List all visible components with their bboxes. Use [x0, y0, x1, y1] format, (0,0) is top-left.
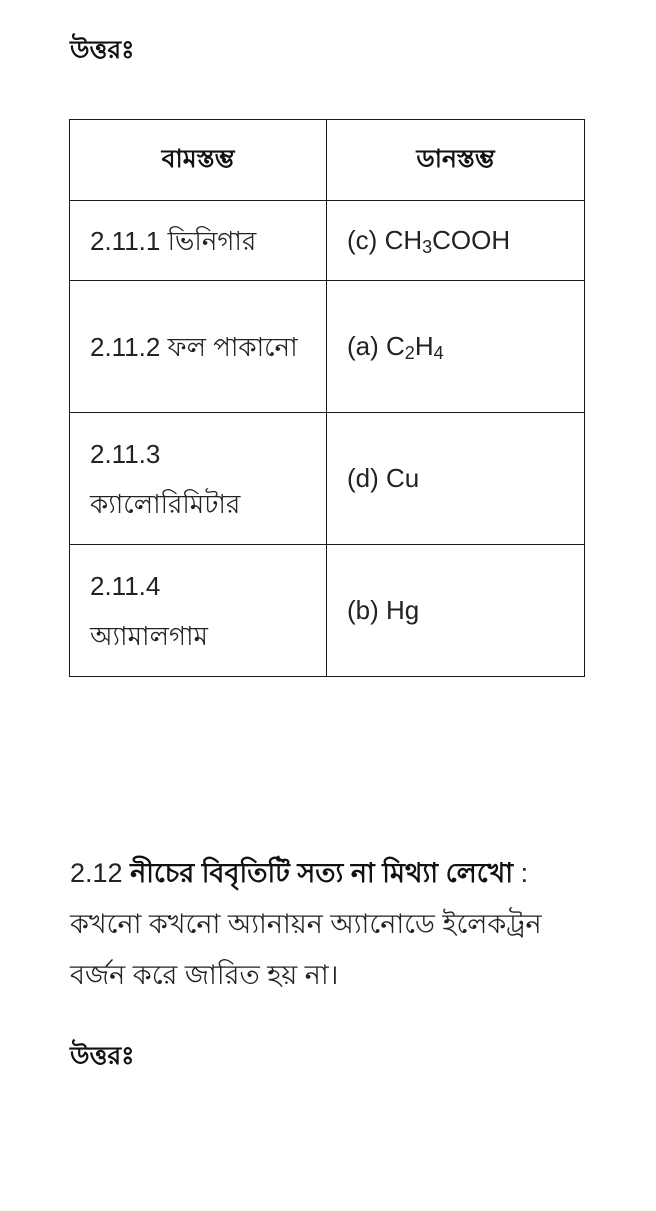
table-row: [70, 545, 585, 677]
item-text: ক্যালোরিমিটার: [90, 488, 241, 519]
column-header-left: বামস্তম্ভ: [70, 120, 327, 201]
left-column-cell: [70, 281, 327, 413]
right-column-cell: [327, 201, 585, 281]
answer-heading: উত্তরঃ: [70, 1042, 135, 1070]
column-header-right: ডানস্তম্ভ: [327, 120, 585, 201]
item-number: 2.11.1: [90, 225, 161, 256]
right-column-cell: [327, 545, 585, 677]
matching-table: [69, 119, 585, 677]
answer-heading: উত্তরঃ: [70, 36, 135, 64]
option-letter: (d): [347, 463, 379, 493]
option-letter: (c): [347, 225, 378, 255]
question-instruction: নীচের বিবৃতিটি সত্য না মিথ্যা লেখো: [130, 858, 514, 888]
chemical-formula: $CH_3COOH$: [384, 225, 511, 257]
right-column-cell: [327, 281, 585, 413]
item-text: ভিনিগার: [167, 225, 257, 256]
table-row: [70, 281, 585, 413]
chemical-formula: Cu: [386, 463, 420, 493]
question-statement: : কখনো কখনো অ্যানায়ন অ্যানোডে ইলেকট্রন বর্জন করে জারিত হয় না।: [70, 858, 542, 990]
option-letter: (a): [347, 331, 379, 361]
chemical-formula: $C_2H_4$: [386, 331, 444, 363]
item-text: ফল পাকানো: [167, 331, 298, 362]
left-column-cell: [70, 201, 327, 281]
chemical-formula: Hg: [386, 595, 420, 625]
right-column-cell: [327, 413, 585, 545]
item-number: 2.11.4: [90, 570, 161, 601]
question-block: [70, 848, 590, 1001]
item-number: 2.11.3: [90, 438, 161, 469]
table-header-row: [70, 120, 585, 201]
table-row: [70, 201, 585, 281]
table-row: [70, 413, 585, 545]
item-number: 2.11.2: [90, 331, 161, 362]
question-number: 2.12: [70, 858, 123, 888]
left-column-cell: [70, 545, 327, 677]
option-letter: (b): [347, 595, 379, 625]
left-column-cell: [70, 413, 327, 545]
item-text: অ্যামালগাম: [90, 620, 208, 651]
